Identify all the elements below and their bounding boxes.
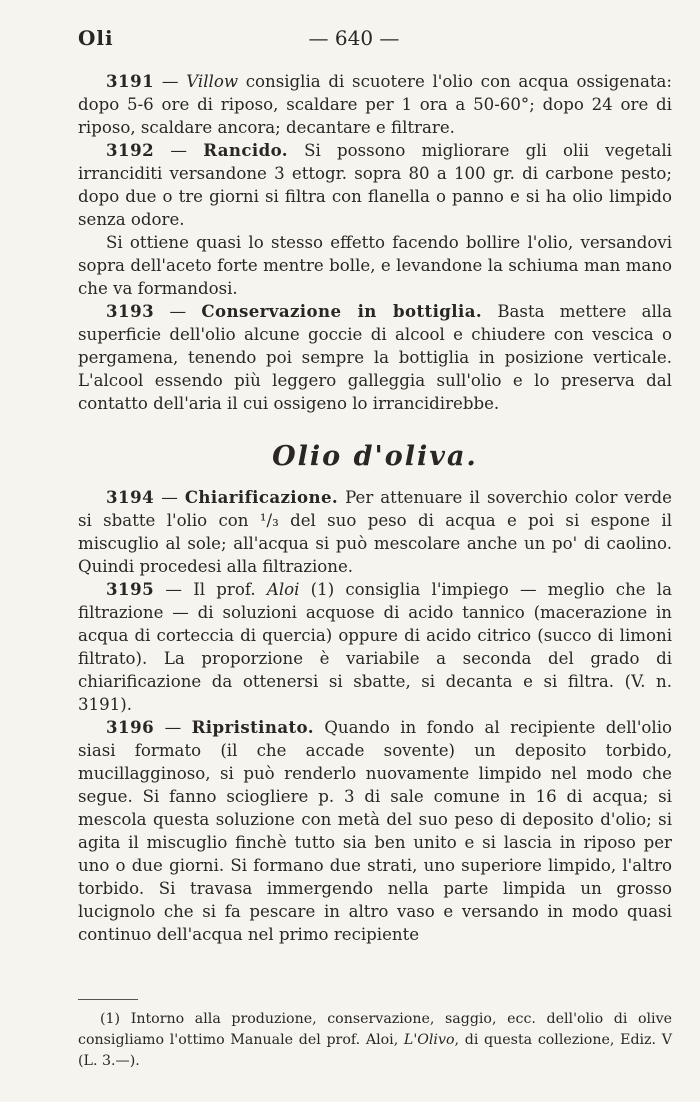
page-number: — 640 — [308, 26, 400, 50]
running-head: Oli [78, 26, 114, 50]
entry-3196: 3196 — Ripristinato. Quando in fondo al recipiente dell'olio siasi formato (il che accade sovente) un deposito torbido, mucillagginoso, si può renderlo nuovamente limpido nel modo che segue. Si fanno sciogliere p. 3 di sale comune in 16 di acqua; si mescola questa soluzione con metà del suo peso di deposito d'olio; si agita il miscuglio finchè tutto sia ben unito e si lascia in riposo per uno o due giorni. Si formano due strati, uno superiore limpido, l'altro torbido. Si travasa immergendo nella parte limpida un grosso lucignolo che si fa pescare in altro vaso e versando in modo quasi continuo dell'acqua nel primo recipiente [78, 717, 672, 944]
footnote: (1) Intorno alla produzione, conservazione, saggio, ecc. dell'olio di olive consigliamo l'ottimo Manuale del prof. Aloi, L'Olivo, di questa collezione, Ediz. V (L. 3.—). [78, 1011, 672, 1069]
fraction: ¹/₃ [259, 511, 279, 530]
entry-number: 3193 [106, 301, 155, 321]
author-name: Villow [186, 72, 239, 91]
footnote-mark: (1) [100, 1011, 121, 1027]
section-heading: Olio d'oliva. [272, 441, 478, 472]
entry-number: 3194 [106, 487, 155, 507]
entry-3194: 3194 — Chiarificazione. Per attenuare il soverchio color verde si sbatte l'olio con ¹/₃ del suo peso di acqua e poi si espone il miscuglio al sole; all'acqua si può mescolare anche un po' di caolino. Quindi procedesi alla filtrazione. [78, 487, 673, 576]
entry-title: Rancido. [203, 140, 288, 160]
entry-text: (1) consiglia l'impiego — meglio che la filtrazione — di soluzioni acquose di acido tannico (macerazione in acqua di corteccia di quercia) oppure di acido citrico (succo di limoni filtrato). La proporzione è variabile a seconda del grado di chiarificazione da ottenersi si sbatte, si decanta e si filtra. (V. n. 3191). [78, 580, 672, 714]
entry-number: 3192 [106, 140, 155, 160]
entry-number: 3196 [106, 717, 155, 737]
entry-title: Ripristinato. [191, 717, 314, 737]
entry-3191: 3191 — Villow consiglia di scuotere l'olio con acqua ossigenata: dopo 5-6 ore di riposo, scaldare per 1 ora a 50-60°; dopo 24 ore di riposo, scaldare ancora; decantare e filtrare. [78, 71, 672, 137]
entry-title: Conservazione in bottiglia. [201, 301, 483, 321]
footnote-rule [78, 999, 138, 1000]
entry-text: Quando in fondo al recipiente dell'olio siasi formato (il che accade sovente) un deposito torbido, mucillagginoso, si può renderlo nuovamente limpido nel modo che segue. Si fanno sciogliere p. 3 di sale comune in 16 di acqua; si mescola questa soluzione con metà del suo peso di deposito d'olio; si agita il miscuglio finchè tutto sia ben unito e si lascia in riposo per uno o due giorni. Si formano due strati, uno superiore limpido, l'altro torbido. Si travasa immergendo nella parte limpida un grosso lucignolo che si fa pescare in altro vaso e versando in modo quasi continuo dell'acqua nel primo recipiente [78, 718, 672, 944]
entry-number: 3191 [106, 71, 155, 91]
entry-text: Si possono migliorare gli olii vegetali irranciditi versandone 3 ettogr. sopra 80 a 100 gr. di carbone pesto; dopo due o tre giorni si filtra con flanella o panno e si ha olio limpido senza odore. [78, 141, 672, 229]
entry-text: consiglia di scuotere l'olio con acqua ossigenata: dopo 5-6 ore di riposo, scaldare per 1 ora a 50-60°; dopo 24 ore di riposo, scaldare ancora; decantare e filtrare. [78, 72, 672, 137]
entry-3195: 3195 — Il prof. Aloi (1) consiglia l'impiego — meglio che la filtrazione — di soluzioni acquose di acido tannico (macerazione in acqua di corteccia di quercia) oppure di acido citrico (succo di limoni filtrato). La proporzione è variabile a seconda del grado di chiarificazione da ottenersi si sbatte, si decanta e si filtra. (V. n. 3191). [78, 579, 672, 714]
page-body [78, 70, 672, 946]
entry-3193: 3193 — Conservazione in bottiglia. Basta mettere alla superficie dell'olio alcune goccie di alcool e chiudere con vescica o pergamena, tenendo poi sempre la bottiglia in posizione verticale. L'alcool essendo più leggero galleggia sull'olio e lo preserva dal contatto dell'aria il cui ossigeno lo irrancidirebbe. [78, 301, 672, 413]
entry-number: 3195 [106, 579, 155, 599]
entry-title: Chiarificazione. [184, 487, 339, 507]
page-header [78, 26, 630, 58]
entry-3192: 3192 — Rancido. Si possono migliorare gli olii vegetali irranciditi versandone 3 ettogr. sopra 80 a 100 gr. di carbone pesto; dopo due o tre giorni si filtra con flanella o panno e si ha olio limpido senza odore. [78, 140, 672, 229]
book-title: L'Olivo [403, 1032, 455, 1048]
entry-text: Basta mettere alla superficie dell'olio alcune goccie di alcool e chiudere con vescica o pergamena, tenendo poi sempre la bottiglia in posizione verticale. L'alcool essendo più leggero galleggia sull'olio e lo preserva dal contatto dell'aria il cui ossigeno lo irrancidirebbe. [78, 302, 672, 413]
paragraph: Si ottiene quasi lo stesso effetto facendo bollire l'olio, versandovi sopra dell'aceto forte mentre bolle, e levandone la schiuma man mano che va formandosi. [78, 233, 672, 298]
author-name: Aloi [266, 580, 300, 599]
